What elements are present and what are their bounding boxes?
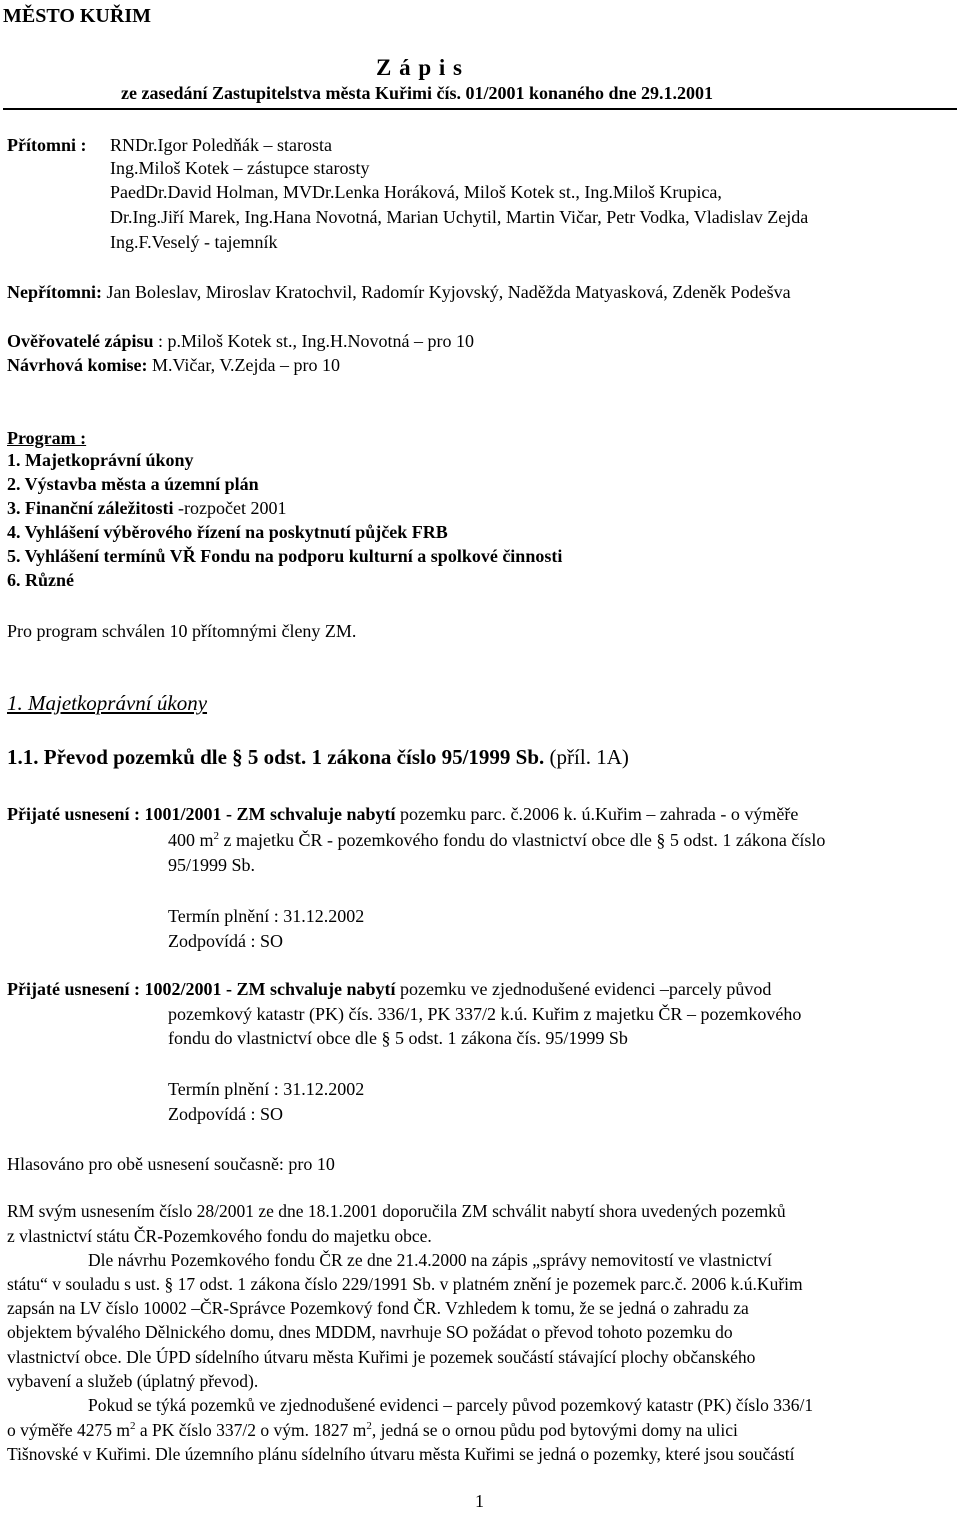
body-line: Dle návrhu Pozemkového fondu ČR ze dne 21.4.2000 na zápis „správy nemovitostí ve vlastnictví <box>88 1250 772 1270</box>
responsible: Zodpovídá : SO <box>168 1104 283 1124</box>
body-line: z vlastnictví státu ČR-Pozemkového fondu do majetku obce. <box>7 1226 432 1246</box>
program-item: 2. Výstavba města a územní plán <box>7 474 259 494</box>
program-item: 1. Majetkoprávní úkony <box>7 450 194 470</box>
program-item-suffix: -rozpočet 2001 <box>177 498 287 518</box>
responsible: Zodpovídá : SO <box>168 931 283 951</box>
section-heading: 1. Majetkoprávní úkony <box>7 691 208 715</box>
body-line: Pokud se týká pozemků ve zjednodušené evidenci – parcely původ pozemkový katastr (PK) číslo 336/1 <box>88 1395 814 1415</box>
program-approval: Pro program schválen 10 přítomnými členy ZM. <box>7 621 357 641</box>
absent-line <box>7 281 791 303</box>
verifiers-line <box>7 330 474 352</box>
present-label: Přítomni : <box>7 135 87 155</box>
superscript: 2 <box>213 830 220 842</box>
deadline: Termín plnění : 31.12.2002 <box>168 1079 365 1099</box>
body-text: , jedná se o ornou půdu pod bytovými domy na ulici <box>371 1420 738 1440</box>
resolution-label: Přijaté usnesení : 1002/2001 - ZM schvaluje nabytí <box>7 979 396 999</box>
subsection-title: 1.1. Převod pozemků dle § 5 odst. 1 zákona číslo 95/1999 Sb. <box>7 745 550 769</box>
resolution-1-line-1 <box>7 803 798 825</box>
present-line: Ing.Miloš Kotek – zástupce starosty <box>110 158 370 178</box>
present-line: Dr.Ing.Jiří Marek, Ing.Hana Novotná, Marian Uchytil, Martin Vičar, Petr Vodka, Vladislav Zejda <box>110 207 809 227</box>
program-item: 5. Vyhlášení termínů VŘ Fondu na podporu kulturní a spolkové činnosti <box>7 546 563 566</box>
commission-value: M.Vičar, V.Zejda – pro 10 <box>152 355 340 375</box>
body-line: státu“ v souladu s ust. § 17 odst. 1 zákona číslo 229/1991 Sb. v platném znění je pozemek parc.č. 2006 k.ú.Kuřim <box>7 1274 803 1294</box>
body-text: o výměře 4275 m <box>7 1420 130 1440</box>
document-title: Z á p i s <box>376 55 463 80</box>
resolution-text: pozemku parc. č.2006 k. ú.Kuřim – zahrada - o výměře <box>395 804 799 824</box>
program-item-label: 3. Finanční záležitosti <box>7 498 178 518</box>
resolution-2-line-1 <box>7 978 771 1000</box>
superscript: 2 <box>129 1420 136 1432</box>
subsection-heading <box>7 746 629 768</box>
resolution-1-line-3: 95/1999 Sb. <box>168 855 256 875</box>
present-line: RNDr.Igor Poledňák – starosta <box>110 135 332 155</box>
program-item <box>7 497 286 519</box>
body-text: a PK číslo 337/2 o vým. 1827 m <box>135 1420 367 1440</box>
header-rule <box>3 108 957 110</box>
body-line: objektem bývalého Dělnického domu, dnes MDDM, navrhuje SO požádat o převod tohoto pozemku do <box>7 1322 733 1342</box>
resolution-label: Přijaté usnesení : 1001/2001 - ZM schvaluje nabytí <box>7 804 396 824</box>
page-number: 1 <box>475 1491 484 1511</box>
body-line: zapsán na LV číslo 10002 –ČR-Správce Pozemkový fond ČR. Vzhledem k tomu, že se jedná o zahradu za <box>7 1298 749 1318</box>
commission-label: Návrhová komise: <box>7 355 152 375</box>
subsection-attachment: (příl. 1A) <box>549 745 629 769</box>
body-line <box>7 1419 738 1441</box>
program-heading: Program : <box>7 428 87 448</box>
verifiers-value: : p.Miloš Kotek st., Ing.H.Novotná – pro 10 <box>153 331 474 351</box>
body-line: RM svým usnesením číslo 28/2001 ze dne 18.1.2001 doporučila ZM schválit nabytí shora uvedených pozemků <box>7 1201 786 1221</box>
town-name: MĚSTO KUŘIM <box>3 5 151 27</box>
vote-result: Hlasováno pro obě usnesení současně: pro 10 <box>7 1154 335 1174</box>
resolution-2-line-2: pozemkový katastr (PK) čís. 336/1, PK 337/2 k.ú. Kuřim z majetku ČR – pozemkového <box>168 1004 802 1024</box>
body-line: vlastnictví obce. Dle ÚPD sídelního útvaru města Kuřimi je pozemek součástí stávající plochy občanského <box>7 1347 756 1367</box>
program-item: 6. Různé <box>7 570 74 590</box>
superscript: 2 <box>366 1420 372 1432</box>
resolution-1-line-2 <box>168 829 825 851</box>
body-line: Tišnovské v Kuřimi. Dle územního plánu sídelního útvaru města Kuřimi se jedná o pozemky, které jsou součástí <box>7 1444 795 1464</box>
resolution-text: 400 m <box>168 830 214 850</box>
resolution-text: pozemku ve zjednodušené evidenci –parcely původ <box>395 979 772 999</box>
program-item: 4. Vyhlášení výběrového řízení na poskytnutí půjček FRB <box>7 522 448 542</box>
deadline: Termín plnění : 31.12.2002 <box>168 906 365 926</box>
absent-label: Nepřítomni: <box>7 282 107 302</box>
resolution-text: z majetku ČR - pozemkového fondu do vlastnictví obce dle § 5 odst. 1 zákona číslo <box>219 830 826 850</box>
present-line: PaedDr.David Holman, MVDr.Lenka Horáková, Miloš Kotek st., Ing.Miloš Krupica, <box>110 182 722 202</box>
absent-value: Jan Boleslav, Miroslav Kratochvil, Radomír Kyjovský, Naděžda Matyasková, Zdeněk Podešva <box>106 282 791 302</box>
resolution-2-line-3: fondu do vlastnictví obce dle § 5 odst. 1 zákona čís. 95/1999 Sb <box>168 1028 628 1048</box>
present-line: Ing.F.Veselý - tajemník <box>110 232 278 252</box>
verifiers-label: Ověřovatelé zápisu <box>7 331 154 351</box>
meeting-subtitle: ze zasedání Zastupitelstva města Kuřimi čís. 01/2001 konaného dne 29.1.2001 <box>121 83 714 103</box>
commission-line <box>7 354 340 376</box>
body-line: vybavení a služeb (úplatný převod). <box>7 1371 259 1391</box>
